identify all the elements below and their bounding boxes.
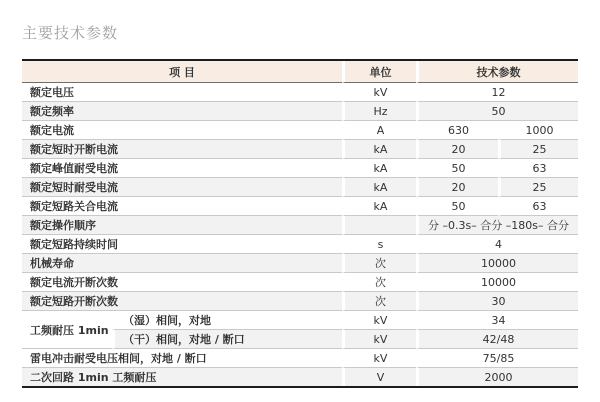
value-cell: 12 (416, 83, 578, 102)
unit-cell: kV (342, 311, 416, 330)
item-cell: 额定频率 (22, 102, 342, 121)
item-cell: 额定短路关合电流 (22, 197, 342, 216)
table-row (22, 102, 578, 121)
unit-cell: V (342, 368, 416, 386)
unit-cell: 次 (342, 273, 416, 292)
header-row (22, 61, 578, 83)
unit-cell: kA (342, 140, 416, 159)
item-cell: 额定短时开断电流 (22, 140, 342, 159)
item-cell: 额定短时耐受电流 (22, 178, 342, 197)
value-cell: 34 (416, 311, 578, 330)
value-cell-2: 63 (498, 197, 578, 216)
table-row (22, 197, 578, 216)
subitem-cell: （湿）相间，对地 (112, 311, 342, 330)
value-cell: 4 (416, 235, 578, 254)
table-row (22, 311, 578, 330)
value-cell: 75/85 (416, 349, 578, 368)
header-unit: 单位 (342, 61, 416, 83)
unit-cell: A (342, 121, 416, 140)
table-row (22, 254, 578, 273)
value-cell-2: 63 (498, 159, 578, 178)
table-row (22, 216, 578, 235)
table-row (22, 121, 578, 140)
item-cell: 额定电压 (22, 83, 342, 102)
unit-cell: kV (342, 330, 416, 349)
table-row (22, 368, 578, 386)
item-cell: 额定电流 (22, 121, 342, 140)
table-row (22, 235, 578, 254)
item-cell: 二次回路 1min 工频耐压 (22, 368, 342, 386)
unit-cell: 次 (342, 254, 416, 273)
value-cell-2: 25 (498, 140, 578, 159)
unit-cell (342, 216, 416, 235)
table-row (22, 273, 578, 292)
subitem-cell: （干）相间，对地 / 断口 (112, 330, 342, 349)
value-cell: 42/48 (416, 330, 578, 349)
header-item: 项 目 (22, 61, 342, 83)
value-cell-1: 50 (416, 197, 498, 216)
value-cell: 50 (416, 102, 578, 121)
table-row (22, 292, 578, 311)
item-cell: 额定短路开断次数 (22, 292, 342, 311)
value-cell: 10000 (416, 254, 578, 273)
spec-table (22, 59, 578, 388)
table-row (22, 159, 578, 178)
unit-cell: kA (342, 197, 416, 216)
item-cell: 雷电冲击耐受电压相间，对地 / 断口 (22, 349, 342, 368)
unit-cell: kA (342, 159, 416, 178)
item-cell: 额定短路持续时间 (22, 235, 342, 254)
table-row (22, 178, 578, 197)
table-header (22, 61, 578, 83)
value-cell-2: 25 (498, 178, 578, 197)
item-cell: 额定电流开断次数 (22, 273, 342, 292)
table-row (22, 83, 578, 102)
value-cell: 30 (416, 292, 578, 311)
unit-cell: kA (342, 178, 416, 197)
unit-cell: kV (342, 349, 416, 368)
item-group-cell: 工频耐压 1min (22, 311, 112, 349)
table-row (22, 140, 578, 159)
value-cell-1: 50 (416, 159, 498, 178)
header-params: 技术参数 (416, 61, 578, 83)
item-cell: 机械寿命 (22, 254, 342, 273)
value-cell: 2000 (416, 368, 578, 386)
value-cell: 10000 (416, 273, 578, 292)
value-cell-1: 630 (416, 121, 498, 140)
item-cell: 额定峰值耐受电流 (22, 159, 342, 178)
value-cell-2: 1000 (498, 121, 578, 140)
page-title: 主要技术参数 (22, 24, 119, 42)
value-cell: 分 –0.3s– 合分 –180s– 合分 (416, 216, 578, 235)
value-cell-1: 20 (416, 140, 498, 159)
unit-cell: s (342, 235, 416, 254)
item-cell: 额定操作顺序 (22, 216, 342, 235)
value-cell-1: 20 (416, 178, 498, 197)
unit-cell: 次 (342, 292, 416, 311)
table-row (22, 349, 578, 368)
unit-cell: Hz (342, 102, 416, 121)
unit-cell: kV (342, 83, 416, 102)
